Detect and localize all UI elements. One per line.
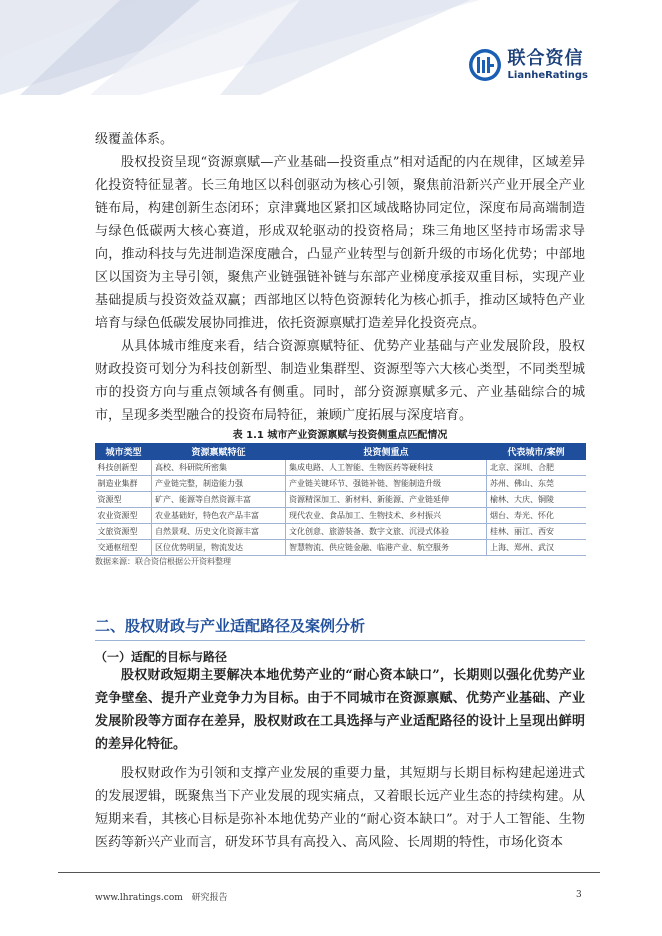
table-row [96, 460, 586, 476]
table-cell: 高校、科研院所密集 [152, 460, 286, 476]
table-cell: 集成电路、人工智能、生物医药等硬科技 [286, 460, 487, 476]
table-header-cell: 资源禀赋特征 [152, 444, 286, 460]
logo-chinese-name: 联合资信 [507, 47, 584, 69]
table-cell: 上海、郑州、武汉 [487, 540, 586, 556]
section-heading: 二、股权财政与产业适配路径及案例分析 [95, 617, 366, 635]
table-cell: 北京、深圳、合肥 [487, 460, 586, 476]
table-cell: 智慧物流、供应链金融、临港产业、航空服务 [286, 540, 487, 556]
section-divider [95, 640, 585, 641]
body-text-top [95, 128, 585, 427]
paragraph-goals-detail: 股权财政作为引领和支撑产业发展的重要力量，其短期与长期目标构建起递进式的发展逻辑，既聚焦当下产业发展的现实痛点，又着眼长远产业生态的持续构建。从短期来看，其核心目标是弥补本地优势产业的“耐心资本缺口”。对于人工智能、生物医药等新兴产业而言，研发环节具有高投入、高风险、长周期的特性，市场化资本 [95, 766, 585, 850]
table-row [96, 540, 586, 556]
table-cell: 烟台、寿光、怀化 [487, 508, 586, 524]
table-cell: 苏州、佛山、东莞 [487, 476, 586, 492]
table-header-cell: 代表城市/案例 [487, 444, 586, 460]
table-row [96, 524, 586, 540]
table-cell: 区位优势明显，物流发达 [152, 540, 286, 556]
table-cell: 自然景观、历史文化资源丰富 [152, 524, 286, 540]
table-cell: 资源精深加工、新材料、新能源、产业链延伸 [286, 492, 487, 508]
table-cell: 交通枢纽型 [96, 540, 152, 556]
paragraph-continuation: 级覆盖体系。 [95, 132, 174, 147]
table-cell: 现代农业、食品加工、生物技术、乡村振兴 [286, 508, 487, 524]
footer-url[interactable]: www.lhratings.com [95, 893, 183, 903]
logo-english-name: LianheRatings [507, 69, 588, 81]
paragraph-regional-pattern: 股权投资呈现“资源禀赋—产业基础—投资重点”相对适配的内在规律，区域差异化投资特征显著。长三角地区以科创驱动为核心引领，聚焦前沿新兴产业开展全产业链布局，构建创新生态闭环；京津冀地区紧扣区域战略协同定位，深度布局高端制造与绿色低碳两大核心赛道，形成双轮驱动的投资格局；珠三角地区坚持市场需求导向，推动科技与先进制造深度融合，凸显产业转型与创新升级的市场化优势；中部地区以国资为主导引领，聚焦产业链强链补链与东部产业梯度承接双重目标，实现产业基础提质与投资效益双赢；西部地区以特色资源转化为核心抓手，推动区域特色产业培育与绿色低碳发展协同推进，依托资源禀赋打造差异化投资亮点。 [95, 155, 585, 331]
table-cell: 制造业集群 [96, 476, 152, 492]
subsection-heading: （一）适配的目标与路径 [95, 650, 228, 664]
table-cell: 资源型 [96, 492, 152, 508]
body-text-bottom [95, 664, 585, 854]
table-header-row [96, 444, 586, 460]
footer-report-label: 研究报告 [191, 893, 228, 903]
paragraph-city-dimension: 从具体城市维度来看，结合资源禀赋特征、优势产业基础与产业发展阶段，股权财政投资可划分为科技创新型、制造业集群型、资源型等六大核心类型，不同类型城市的投资方向与重点领域各有侧重。同时，部分资源禀赋多元、产业基础综合的城市，呈现多类型融合的投资布局特征，兼顾广度拓展与深度培育。 [95, 339, 585, 423]
page-number: 3 [576, 890, 582, 900]
footer-info [95, 890, 228, 903]
table-cell: 桂林、丽江、西安 [487, 524, 586, 540]
table-title: 表 1.1 城市产业资源禀赋与投资侧重点匹配情况 [232, 430, 448, 441]
table-source-note: 数据来源：联合资信根据公开资料整理 [95, 557, 231, 566]
table-row [96, 508, 586, 524]
header-decoration [0, 0, 480, 95]
table-cell: 榆林、大庆、铜陵 [487, 492, 586, 508]
lianhe-logo-icon [468, 48, 502, 82]
paragraph-goals-bold: 股权财政短期主要解决本地优势产业的“耐心资本缺口”，长期则以强化优势产业竞争壁垒、提升产业竞争力为目标。由于不同城市在资源禀赋、优势产业基础、产业发展阶段等方面存在差异，股权财政在工具选择与产业适配路径的设计上呈现出鲜明的差异化特征。 [95, 668, 585, 752]
footer-divider [58, 872, 600, 873]
table-row [96, 492, 586, 508]
table-header-cell: 城市类型 [96, 444, 152, 460]
table-cell: 矿产、能源等自然资源丰富 [152, 492, 286, 508]
table-cell: 产业链关键环节、强链补链、智能制造升级 [286, 476, 487, 492]
table-cell: 科技创新型 [96, 460, 152, 476]
table-header-cell: 投资侧重点 [286, 444, 487, 460]
table-cell: 文旅资源型 [96, 524, 152, 540]
table-cell: 产业链完整，制造能力强 [152, 476, 286, 492]
city-investment-table [95, 443, 586, 556]
table-row [96, 476, 586, 492]
table-cell: 农业资源型 [96, 508, 152, 524]
table-cell: 农业基础好，特色农产品丰富 [152, 508, 286, 524]
table-cell: 文化创意、旅游装备、数字文旅、沉浸式体验 [286, 524, 487, 540]
company-logo [468, 48, 588, 82]
